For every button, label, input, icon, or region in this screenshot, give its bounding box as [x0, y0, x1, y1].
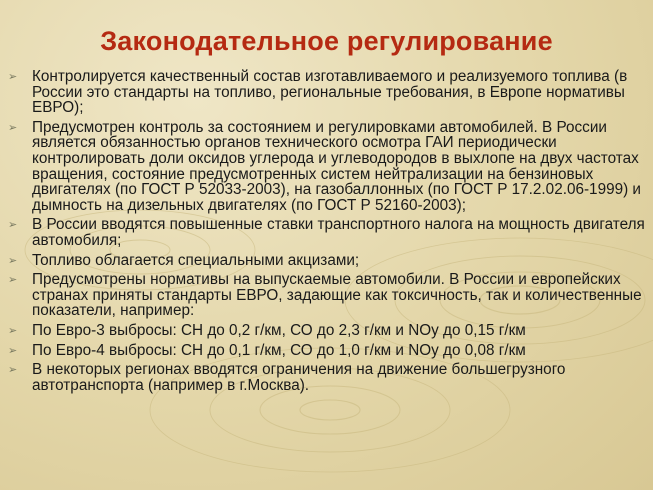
arrow-chevron-icon: ➢ [8, 71, 18, 83]
bullet-list [6, 69, 646, 397]
arrow-chevron-icon: ➢ [8, 121, 18, 134]
bullet-item [6, 120, 646, 214]
bullet-item [6, 362, 646, 393]
bullet-text: Топливо облагается специальными акцизами; [32, 251, 360, 269]
bullet-item [6, 343, 646, 359]
arrow-chevron-icon: ➢ [8, 219, 18, 232]
bullet-item [6, 253, 646, 269]
bullet-text: Контролируется качественный состав изготавливаемого и реализуемого топлива (в России это стандарты на топливо, региональные требования, в Европе нормативы ЕВРО); [32, 68, 628, 117]
bullet-text: Предусмотрены нормативы на выпускаемые автомобили. В России и европейских странах приняты стандарты ЕВРО, задающие как токсичность, так и количественные показатели, например: [32, 271, 642, 320]
arrow-chevron-icon: ➢ [8, 344, 18, 357]
bullet-text: По Евро-4 выбросы: СН до 0,1 г/км, СО до 1,0 г/км и NOу до 0,08 г/км [32, 341, 526, 359]
arrow-chevron-icon: ➢ [8, 274, 18, 287]
bullet-item [6, 272, 646, 319]
slide-title: Законодательное регулирование [100, 26, 553, 56]
bullet-item [6, 323, 646, 339]
bullet-text: Предусмотрен контроль за состоянием и регулировками автомобилей. В России является обязанностью органов технического осмотра ГАИ периодически контролировать доли оксидов углерода и углеводородов в выхлопе на двух частотах вращения, состояние предусмотренных систем нейтрализации на бензиновых двигателях (по ГОСТ Р 52033-2003), на газобаллонных (по ГОСТ Р 17.2.02.06-1999) и дымность на дизельных двигателях (по ГОСТ Р 52160-2003); [32, 118, 641, 214]
arrow-chevron-icon: ➢ [8, 364, 18, 377]
bullet-text: По Евро-3 выбросы: СН до 0,2 г/км, СО до 2,3 г/км и NOу до 0,15 г/км [32, 321, 526, 339]
bullet-text: В России вводятся повышенные ставки транспортного налога на мощность двигателя автомобиля; [32, 216, 645, 249]
bullet-text: В некоторых регионах вводятся ограничения на движение большегрузного автотранспорта (например в г.Москва). [32, 361, 566, 394]
bullet-item [6, 217, 646, 248]
bullet-item [6, 69, 646, 116]
arrow-chevron-icon: ➢ [8, 254, 18, 267]
arrow-chevron-icon: ➢ [8, 324, 18, 337]
